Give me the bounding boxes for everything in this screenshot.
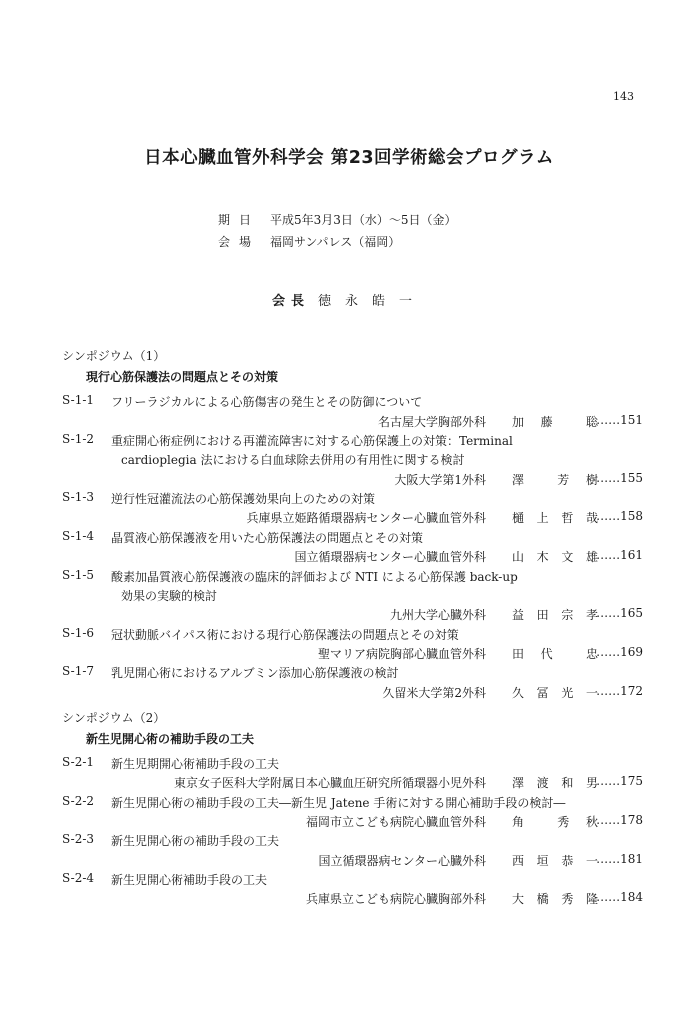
- entry-author: [512, 684, 598, 701]
- entry-page: ……181: [596, 852, 643, 866]
- entry-affiliation: 九州大学心臓外科: [389, 608, 486, 622]
- entry-author: [512, 813, 598, 830]
- author-char: 木: [536, 550, 549, 564]
- author-char: 哲: [561, 511, 574, 525]
- author-char: 田: [536, 608, 549, 622]
- entry-page: ……155: [596, 471, 643, 485]
- entry-affiliation: 聖マリア病院胸部心臓血管外科: [317, 647, 486, 661]
- entry-title: 逆行性冠灌流法の心筋保護効果向上のための対策: [111, 492, 376, 506]
- author-char: 光: [561, 686, 574, 700]
- entry-title: 新生児期開心術補助手段の工夫: [111, 757, 280, 771]
- entry-affiliation: 大阪大学第1外科: [394, 473, 486, 487]
- entry-title: 新生児開心術補助手段の工夫: [111, 873, 268, 887]
- entry-author: [512, 890, 598, 907]
- entry-author: [512, 606, 598, 623]
- president-label: 会長: [271, 294, 310, 309]
- author-char: 一: [585, 854, 598, 868]
- section-heading: シンポジウム（1）: [62, 349, 166, 363]
- entry-title-cont: cardioplegia 法における白血球除去併用の有用性に関する検討: [121, 453, 465, 467]
- president: [0, 290, 698, 309]
- entry-page: ……165: [596, 606, 643, 620]
- author-char: 益: [512, 608, 525, 622]
- author-char: 西: [512, 854, 525, 868]
- author-char: 山: [512, 550, 525, 564]
- author-char: 藤: [540, 415, 553, 429]
- date-label: 期日: [218, 213, 261, 227]
- president-name: 徳永皓一: [318, 294, 427, 309]
- entry-title: フリーラジカルによる心筋傷害の発生とその防御について: [111, 395, 423, 409]
- meta-venue: [218, 233, 400, 250]
- meta-date: [218, 211, 457, 228]
- author-char: 代: [540, 647, 553, 661]
- author-char: 文: [561, 550, 574, 564]
- author-char: 樹: [585, 473, 598, 487]
- author-char: 澤: [512, 776, 525, 790]
- entry-author: [512, 548, 598, 565]
- author-char: 隆: [585, 892, 598, 906]
- entry-code: S-1-7: [62, 664, 95, 678]
- section-topic: 新生児開心術の補助手段の工夫: [86, 732, 255, 746]
- page-title: 日本心臓血管外科学会 第23回学術総会プログラム: [144, 148, 554, 168]
- entry-affiliation: 福岡市立こども病院心臓血管外科: [305, 815, 486, 829]
- author-char: 秀: [561, 892, 574, 906]
- entry-author: [512, 509, 598, 526]
- entry-author: [512, 774, 598, 791]
- author-char: 大: [512, 892, 525, 906]
- author-char: 忠: [585, 647, 598, 661]
- entry-title: 重症開心術症例における再灌流障害に対する心筋保護上の対策：Terminal: [111, 434, 513, 448]
- entry-code: S-1-6: [62, 626, 95, 640]
- entry-affiliation: 東京女子医科大学附属日本心臓血圧研究所循環器小児外科: [173, 776, 486, 790]
- entry-code: S-2-4: [62, 871, 95, 885]
- entry-affiliation: 名古屋大学胸部外科: [377, 415, 486, 429]
- entry-page: ……158: [596, 509, 643, 523]
- venue-value: 福岡サンパレス（福岡）: [270, 235, 401, 249]
- entry-code: S-1-3: [62, 490, 95, 504]
- entry-title: 酸素加晶質液心筋保護液の臨床的評価および NTI による心筋保護 back-up: [111, 570, 518, 584]
- entry-author: [512, 413, 598, 430]
- entry-affiliation: 国立循環器病センター心臓外科: [318, 854, 486, 868]
- author-char: 雄: [585, 550, 598, 564]
- author-char: 久: [512, 686, 525, 700]
- entry-page: ……178: [596, 813, 643, 827]
- author-char: 和: [561, 776, 574, 790]
- entry-affiliation: 国立循環器病センター心臓血管外科: [294, 550, 486, 564]
- entry-affiliation: 兵庫県立姫路循環器病センター心臓血管外科: [246, 511, 486, 525]
- author-char: 秀: [557, 815, 570, 829]
- author-char: 冨: [536, 686, 549, 700]
- entry-page: ……151: [596, 413, 643, 427]
- entry-page: ……161: [596, 548, 643, 562]
- entry-title: 冠状動脈バイパス術における現行心筋保護法の問題点とその対策: [111, 628, 459, 642]
- author-char: 恭: [561, 854, 574, 868]
- venue-label: 会場: [218, 235, 261, 249]
- entry-author: [512, 471, 598, 488]
- author-char: 垣: [536, 854, 549, 868]
- author-char: 渡: [536, 776, 549, 790]
- entry-title: 新生児開心術の補助手段の工夫: [111, 834, 280, 848]
- entry-title: 晶質液心筋保護液を用いた心筋保護法の問題点とその対策: [111, 531, 424, 545]
- author-char: 秋: [585, 815, 598, 829]
- entry-page: ……175: [596, 774, 643, 788]
- entry-code: S-2-2: [62, 794, 95, 808]
- author-char: 孝: [585, 608, 598, 622]
- author-char: 上: [536, 511, 549, 525]
- entry-affiliation: 兵庫県立こども病院心臓胸部外科: [305, 892, 486, 906]
- entry-affiliation: 久留米大学第2外科: [382, 686, 486, 700]
- entry-page: ……184: [596, 890, 643, 904]
- author-char: 哉: [585, 511, 598, 525]
- entry-page: ……172: [596, 684, 643, 698]
- section-heading: シンポジウム（2）: [62, 711, 166, 725]
- author-char: 聡: [585, 415, 598, 429]
- author-char: 樋: [512, 511, 525, 525]
- author-char: 芳: [557, 473, 570, 487]
- entry-author: [512, 852, 598, 869]
- entry-title: 新生児開心術の補助手段の工夫―新生児 Jatene 手術に対する開心補助手段の検討―: [111, 796, 566, 810]
- entry-title-cont: 効果の実験的検討: [121, 589, 218, 603]
- author-char: 田: [512, 647, 525, 661]
- author-char: 宗: [561, 608, 574, 622]
- page-number: 143: [613, 90, 634, 103]
- author-char: 男: [585, 776, 598, 790]
- entry-code: S-1-4: [62, 529, 95, 543]
- author-char: 澤: [512, 473, 525, 487]
- entry-title: 乳児開心術におけるアルブミン添加心筋保護液の検討: [111, 666, 399, 680]
- entry-author: [512, 645, 598, 662]
- entry-code: S-2-3: [62, 832, 95, 846]
- entry-code: S-1-2: [62, 432, 95, 446]
- entry-code: S-2-1: [62, 755, 95, 769]
- author-char: 一: [585, 686, 598, 700]
- author-char: 角: [512, 815, 525, 829]
- author-char: 加: [512, 415, 525, 429]
- entry-code: S-1-1: [62, 393, 95, 407]
- section-topic: 現行心筋保護法の問題点とその対策: [86, 370, 279, 384]
- entry-code: S-1-5: [62, 568, 95, 582]
- entry-page: ……169: [596, 645, 643, 659]
- date-value: 平成5年3月3日（水）～5日（金）: [270, 213, 457, 227]
- author-char: 橋: [536, 892, 549, 906]
